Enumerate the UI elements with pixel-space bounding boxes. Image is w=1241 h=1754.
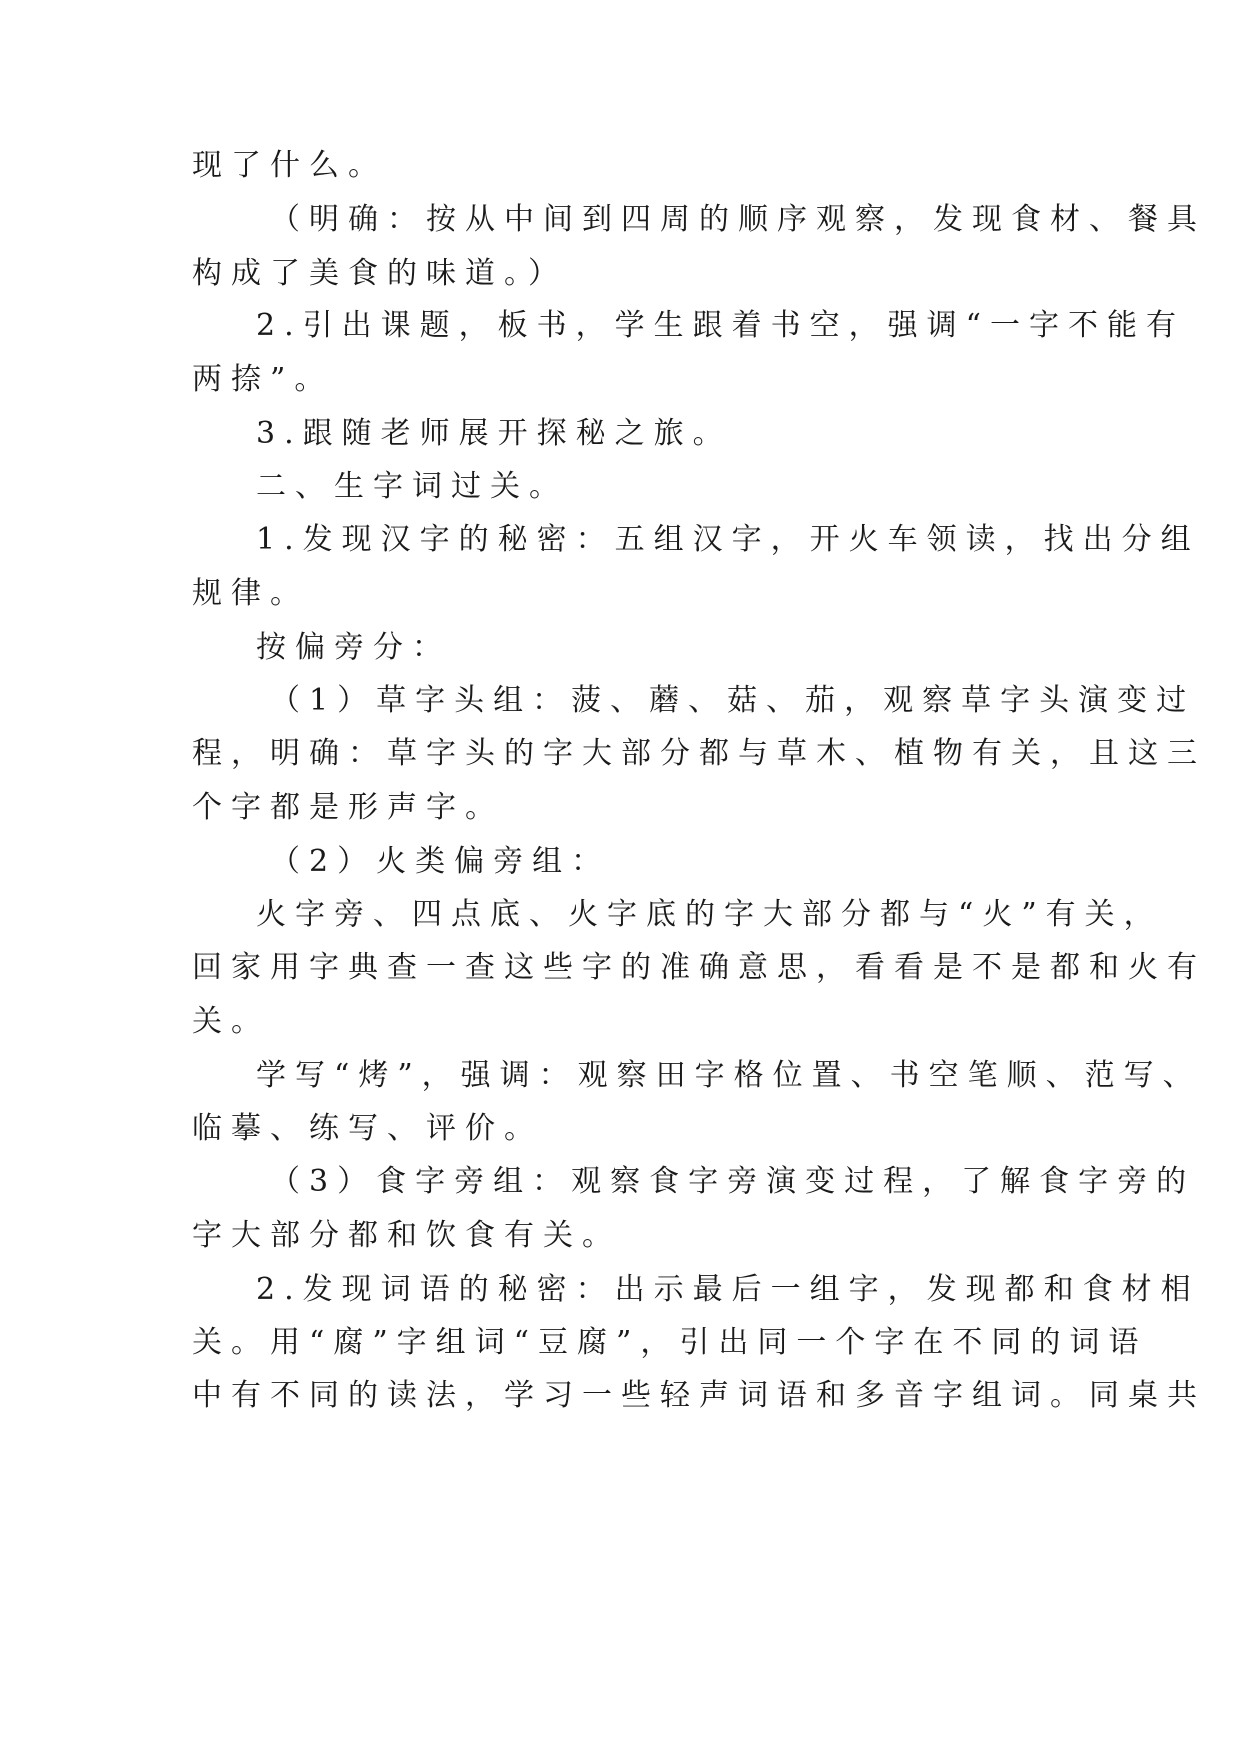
text-line: 中有不同的读法，学习一些轻声词语和多音字组词。同桌共: [192, 1378, 1206, 1413]
text-line: 回家用字典查一查这些字的准确意思，看看是不是都和火有: [192, 950, 1206, 985]
text-line: 程，明确：草字头的字大部分都与草木、植物有关，且这三: [192, 736, 1206, 771]
text-line: 3.跟随老师展开探秘之旅。: [256, 416, 732, 451]
text-line: 1.发现汉字的秘密：五组汉字，开火车领读，找出分组: [256, 522, 1200, 557]
text-line: 个字都是形声字。: [192, 790, 504, 825]
text-line: 2.发现词语的秘密：出示最后一组字，发现都和食材相: [256, 1272, 1200, 1307]
text-line: 2.引出课题，板书，学生跟着书空，强调“一字不能有: [256, 308, 1185, 343]
text-line: 二、生字词过关。: [256, 469, 568, 504]
text-line: 现了什么。: [192, 148, 387, 183]
text-line: （2）火类偏旁组：: [270, 844, 611, 879]
text-line: （1）草字头组：菠、蘑、菇、茄，观察草字头演变过: [270, 683, 1196, 718]
text-line: 构成了美食的味道。）: [192, 256, 567, 291]
text-line: 学写“烤”，强调：观察田字格位置、书空笔顺、范写、: [256, 1058, 1202, 1093]
text-line: 规律。: [192, 576, 309, 611]
text-line: 临摹、练写、评价。: [192, 1111, 543, 1146]
text-line: （明确：按从中间到四周的顺序观察，发现食材、餐具: [270, 202, 1206, 237]
text-line: 火字旁、四点底、火字底的字大部分都与“火”有关，: [256, 897, 1163, 932]
text-line: 两捺”。: [192, 362, 334, 397]
text-line: 关。: [192, 1004, 270, 1039]
text-line: 字大部分都和饮食有关。: [192, 1218, 621, 1253]
text-line: （3）食字旁组：观察食字旁演变过程，了解食字旁的: [270, 1164, 1196, 1199]
text-line: 按偏旁分：: [256, 630, 451, 665]
text-line: 关。用“腐”字组词“豆腐”，引出同一个字在不同的词语: [192, 1325, 1148, 1360]
